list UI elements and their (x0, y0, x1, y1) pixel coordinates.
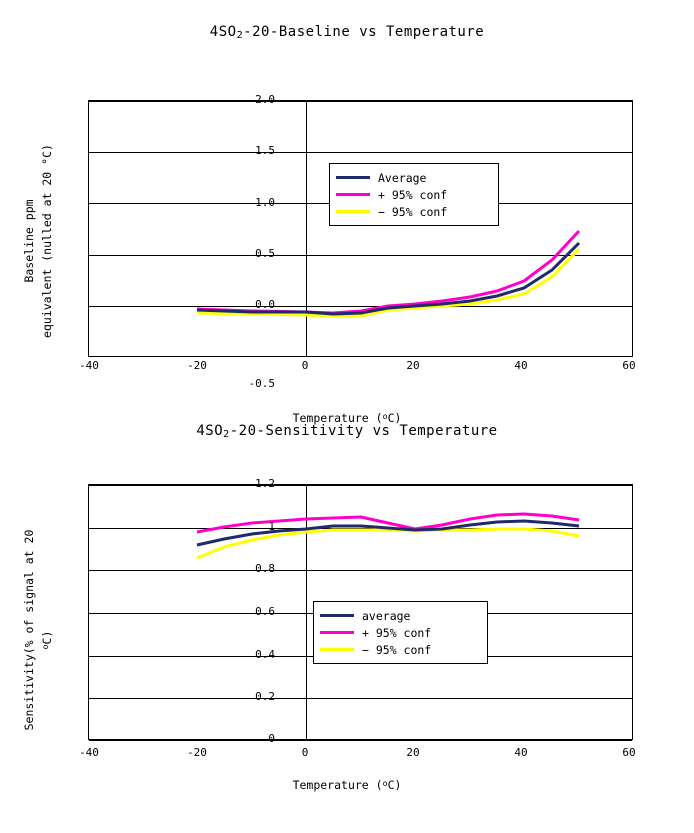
legend-label-average: average (362, 608, 411, 623)
title-pre: 4SO (209, 24, 237, 40)
legend-swatch-average (320, 614, 354, 617)
sensitivity-x-axis-title (0, 778, 694, 792)
legend-swatch-minus95 (320, 648, 354, 651)
xtick--40: -40 (79, 746, 99, 760)
ytick-0.8: 0.8 (255, 562, 275, 576)
baseline-series-svg (89, 101, 634, 358)
legend-label-average: Average (378, 170, 427, 185)
baseline-chart-title (0, 0, 694, 41)
ytick-1.5: 1.5 (255, 144, 275, 158)
ytick-0.4: 0.4 (255, 648, 275, 662)
legend-label-minus95: − 95% conf (362, 642, 432, 657)
legend-item-plus95 (320, 624, 479, 641)
ytick-2.0: 2.0 (255, 93, 275, 107)
xtick-20: 20 (406, 359, 420, 373)
title2-sub: 2 (223, 429, 230, 441)
sensitivity-y-axis-title-2 (40, 610, 54, 670)
ytick-0.5: 0.5 (255, 247, 275, 261)
title2-pre: 4SO (196, 423, 224, 439)
legend-swatch-average (336, 176, 370, 179)
x-axis-title-text: Temperature ($^o$C) (292, 411, 402, 426)
baseline-y-axis-title-line2: equivalent (nulled at 20 °C) (40, 144, 54, 339)
xtick-60: 60 (622, 359, 636, 373)
sensitivity-plot-area (88, 484, 633, 740)
xtick-0: 0 (301, 359, 309, 373)
baseline-plot-area (88, 100, 633, 357)
x-axis-title-text: Temperature ($^o$C) (292, 778, 402, 793)
xtick-20: 20 (406, 746, 420, 760)
xtick--20: -20 (187, 746, 207, 760)
ytick-0.2: 0.2 (255, 690, 275, 704)
legend-swatch-plus95 (320, 631, 354, 634)
title2-post: -20-Sensitivity vs Temperature (229, 423, 498, 439)
legend-label-plus95: + 95% conf (362, 625, 432, 640)
legend-swatch-plus95 (336, 193, 370, 196)
ytick-0.0: 0.0 (255, 298, 275, 312)
legend-label-plus95: + 95% conf (378, 187, 448, 202)
sensitivity-y-axis-title (22, 480, 36, 780)
xtick--40: -40 (79, 359, 99, 373)
ytick-1.2: 1.2 (255, 477, 275, 491)
ytick-0.6: 0.6 (255, 605, 275, 619)
legend-swatch-minus95 (336, 210, 370, 213)
ytick-1: 1 (268, 520, 275, 534)
sensitivity-y-axis-title-line2: $^o$C) (40, 630, 55, 650)
legend-item-average (336, 169, 490, 186)
legend-item-minus95 (336, 203, 490, 220)
title-sub: 2 (236, 30, 244, 42)
legend-item-plus95 (336, 186, 490, 203)
xtick-60: 60 (622, 746, 636, 760)
ytick-0: 0 (268, 732, 275, 746)
xtick-40: 40 (514, 359, 528, 373)
title-post: -20-Baseline vs Temperature (243, 24, 485, 40)
sensitivity-y-axis-title-line1: Sensitivity(% of signal at 20 (22, 529, 36, 731)
xtick--20: -20 (187, 359, 207, 373)
xtick-40: 40 (514, 746, 528, 760)
baseline-y-axis-title-line1: Baseline ppm (22, 199, 36, 283)
ytick--0.5: -0.5 (248, 377, 275, 391)
sensitivity-chart-title (0, 415, 694, 440)
baseline-y-axis-title (22, 101, 36, 381)
legend-item-minus95 (320, 641, 479, 658)
baseline-y-axis-title-2 (40, 91, 54, 391)
xtick-0: 0 (301, 746, 309, 760)
legend-item-average (320, 607, 479, 624)
sensitivity-chart (0, 415, 694, 833)
legend-label-minus95: − 95% conf (378, 204, 448, 219)
ytick-1.0: 1.0 (255, 196, 275, 210)
sensitivity-legend (313, 601, 488, 664)
baseline-legend (329, 163, 499, 226)
